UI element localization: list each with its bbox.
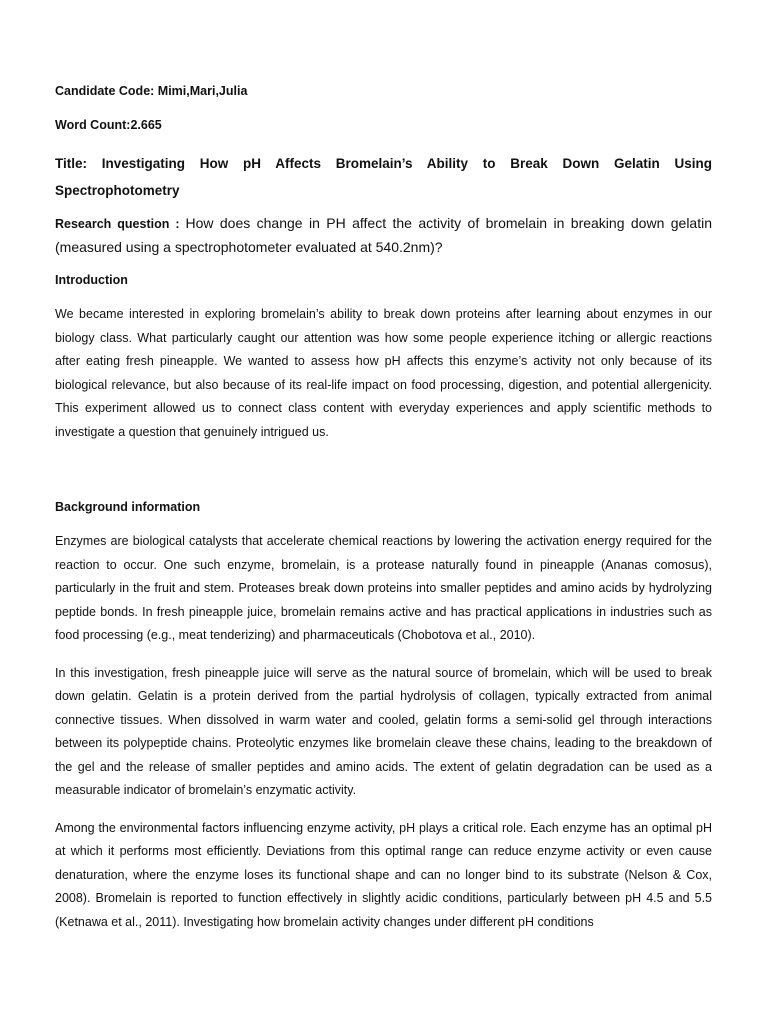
- candidate-code-label: Candidate Code:: [55, 84, 158, 98]
- word-count-label: Word Count:: [55, 118, 131, 132]
- research-question: [55, 212, 712, 259]
- research-question-text: How does change in PH affect the activity of bromelain in breaking down gelatin (measured using a spectrophotometer evaluated at 540.2nm)?: [55, 215, 713, 255]
- background-paragraph-1: Enzymes are biological catalysts that accelerate chemical reactions by lowering the activation energy required for the reaction to occur. One such enzyme, bromelain, is a protease naturally found in pineapple (Ananas comosus), particularly in the fruit and stem. Proteases break down proteins into smaller peptides and amino acids by hydrolyzing peptide bonds. In fresh pineapple juice, bromelain remains active and has practical applications in industries such as food processing (e.g., meat tenderizing) and pharmaceuticals (Chobotova et al., 2010).: [55, 534, 712, 642]
- introduction-paragraph: We became interested in exploring bromelain’s ability to break down proteins after learning about enzymes in our biology class. What particularly caught our attention was how some people experience itching or allergic reactions after eating fresh pineapple. We wanted to assess how pH affects this enzyme’s activity not only because of its biological relevance, but also because of its real-life impact on food processing, digestion, and potential allergenicity. This experiment allowed us to connect class content with everyday experiences and apply scientific methods to investigate a question that genuinely intrigued us.: [55, 307, 712, 439]
- document-page: [55, 82, 712, 948]
- candidate-code-value: Mimi,Mari,Julia: [157, 84, 248, 98]
- word-count: [55, 116, 712, 134]
- research-question-label: Research question: [55, 217, 170, 231]
- research-question-separator: :: [169, 217, 186, 231]
- document-title: [55, 150, 712, 204]
- word-count-value: 2.665: [130, 118, 162, 132]
- title-text: Investigating How pH Affects Bromelain’s Ability to Break Down Gelatin Using Spectrophotometry: [55, 156, 712, 198]
- background-paragraph-2: In this investigation, fresh pineapple juice will serve as the natural source of bromelain, which will be used to break down gelatin. Gelatin is a protein derived from the partial hydrolysis of collagen, typically extracted from animal connective tissues. When dissolved in warm water and cooled, gelatin forms a semi-solid gel through interactions between its polypeptide chains. Proteolytic enzymes like bromelain cleave these chains, leading to the breakdown of the gel and the release of smaller peptides and amino acids. The extent of gelatin degradation can be used as a measurable indicator of bromelain’s enzymatic activity.: [55, 665, 712, 797]
- title-label: Title:: [55, 156, 88, 171]
- section-spacer: [55, 458, 712, 498]
- introduction-heading: Introduction: [55, 273, 128, 287]
- background-paragraph-3: Among the environmental factors influencing enzyme activity, pH plays a critical role. Each enzyme has an optimal pH at which it performs most efficiently. Deviations from this optimal range can reduce enzyme activity or even cause denaturation, where the enzyme loses its functional shape and can no longer bind to its substrate (Nelson & Cox, 2008). Bromelain is reported to function effectively in slightly acidic conditions, particularly between pH 4.5 and 5.5 (Ketnawa et al., 2011). Investigating how bromelain activity changes under different pH conditions: [55, 820, 712, 929]
- background-heading: Background information: [55, 500, 201, 514]
- candidate-code: [55, 82, 712, 100]
